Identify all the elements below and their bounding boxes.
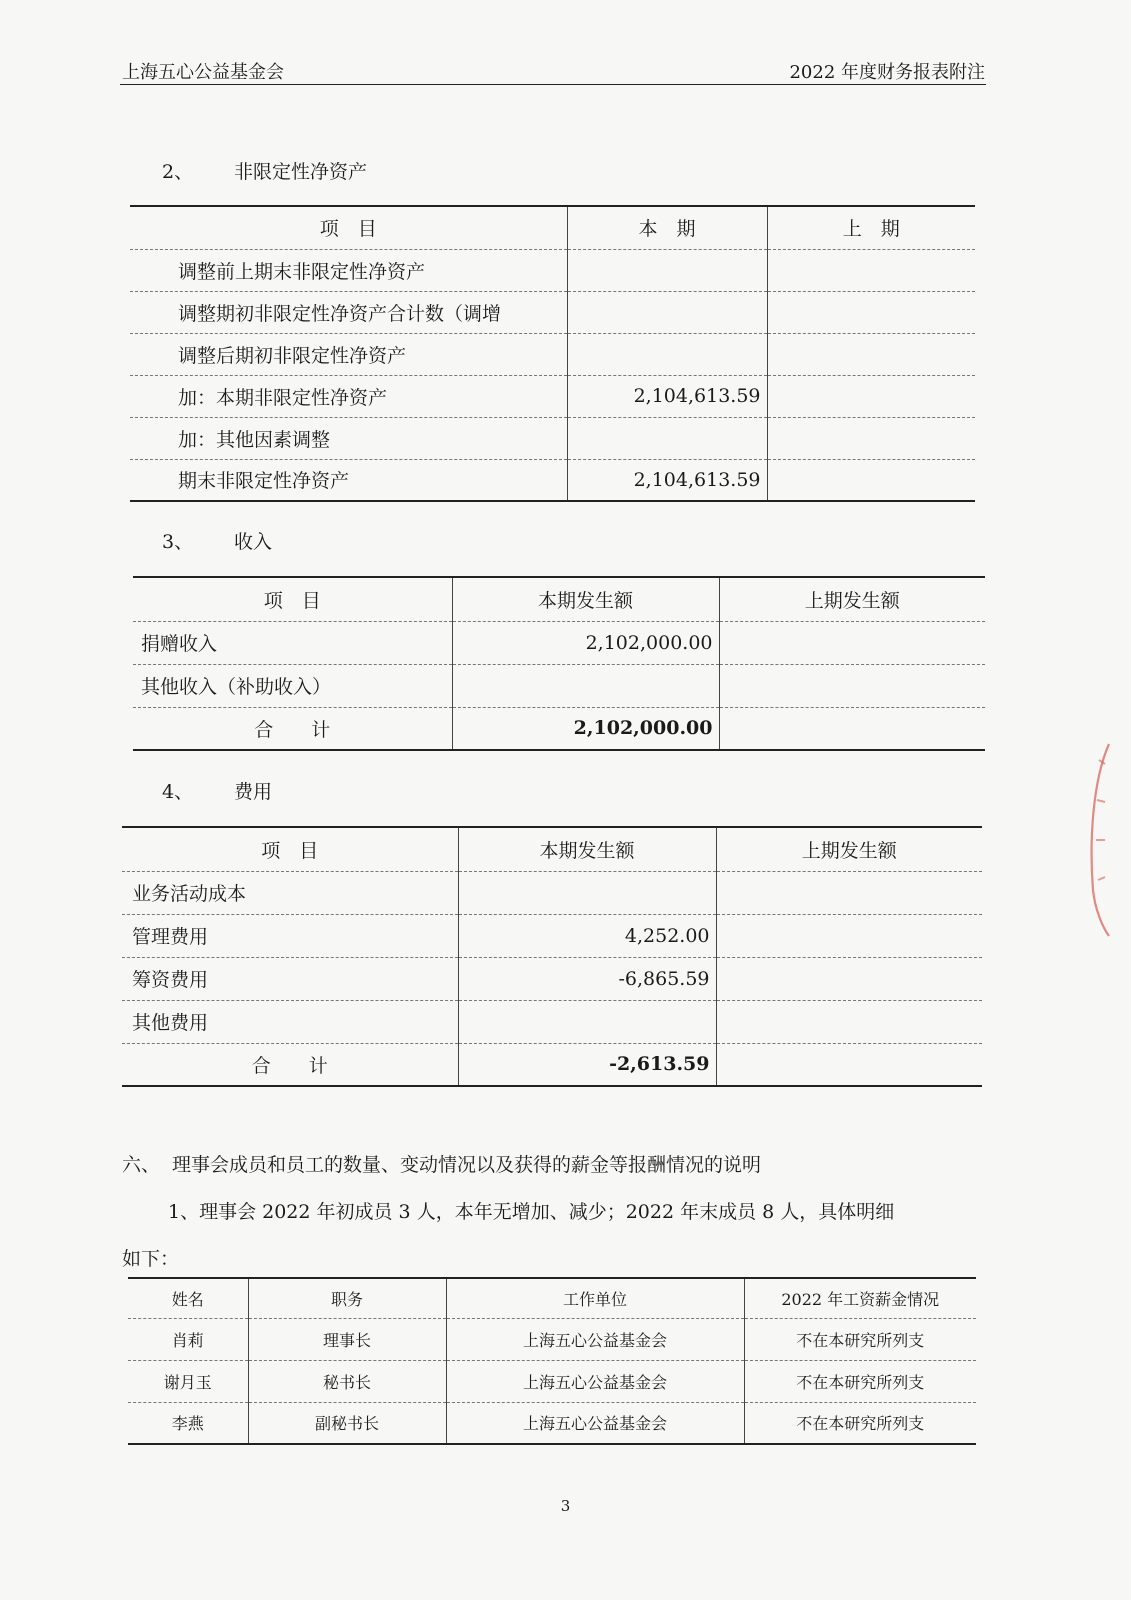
header-doc-title: 2022 年度财务报表附注 [789, 62, 985, 83]
current-period-value [567, 333, 767, 375]
member-name: 肖莉 [128, 1318, 248, 1360]
table-row [122, 957, 982, 1000]
table-row [130, 375, 975, 417]
total-row [133, 707, 985, 750]
header-rule [120, 84, 986, 85]
prior-period-value [716, 1000, 982, 1043]
column-header: 本 期 [567, 206, 767, 249]
table-header-row [128, 1278, 976, 1318]
seal-stamp-icon [1085, 740, 1111, 940]
column-header: 职务 [248, 1278, 446, 1318]
current-period-total: 2,102,000.00 [452, 707, 719, 750]
current-period-value: 4,252.00 [458, 914, 716, 957]
current-period-value [458, 871, 716, 914]
column-header: 项 目 [261, 839, 319, 862]
prior-period-total [719, 707, 985, 750]
column-header: 上期发生额 [716, 827, 982, 871]
total-row [122, 1043, 982, 1086]
column-header: 本期发生额 [452, 577, 719, 621]
table-row [133, 664, 985, 707]
section-3-heading [162, 527, 272, 554]
prior-period-value [716, 914, 982, 957]
row-label: 加：其他因素调整 [130, 417, 567, 459]
section-4-title: 费用 [234, 781, 273, 803]
section-4-heading [162, 777, 272, 804]
prior-period-value [719, 664, 985, 707]
member-position: 理事长 [248, 1318, 446, 1360]
total-label: 合 计 [133, 707, 452, 750]
prior-period-value [716, 957, 982, 1000]
table-row [128, 1360, 976, 1402]
member-position: 秘书长 [248, 1360, 446, 1402]
member-position: 副秘书长 [248, 1402, 446, 1444]
column-header: 本期发生额 [458, 827, 716, 871]
current-period-value: 2,104,613.59 [567, 459, 767, 501]
current-period-total: -2,613.59 [458, 1043, 716, 1086]
member-name: 谢月玉 [128, 1360, 248, 1402]
section-3-title: 收入 [234, 531, 273, 553]
current-period-value [567, 417, 767, 459]
member-employer: 上海五心公益基金会 [446, 1360, 744, 1402]
row-label: 业务活动成本 [122, 871, 458, 914]
page-number: 3 [560, 1497, 571, 1515]
row-label: 调整期初非限定性净资产合计数（调增 [130, 291, 567, 333]
table-header-row [133, 577, 985, 621]
prior-period-value [767, 417, 975, 459]
row-label: 调整后期初非限定性净资产 [130, 333, 567, 375]
table-row [130, 291, 975, 333]
member-salary-status: 不在本研究所列支 [744, 1360, 976, 1402]
prior-period-value [719, 621, 985, 664]
header-org-name: 上海五心公益基金会 [122, 62, 284, 83]
prior-period-value [716, 871, 982, 914]
prior-period-value [767, 333, 975, 375]
column-header: 姓名 [171, 1289, 204, 1309]
row-label: 期末非限定性净资产 [130, 459, 567, 501]
net-assets-table [130, 205, 975, 502]
table-header-row [122, 827, 982, 871]
section-6-number: 六、 [122, 1154, 161, 1176]
total-label: 合 计 [122, 1043, 458, 1086]
member-employer: 上海五心公益基金会 [446, 1402, 744, 1444]
table-row [130, 417, 975, 459]
row-label: 加：本期非限定性净资产 [130, 375, 567, 417]
table-header-row [130, 206, 975, 249]
expenses-table [122, 826, 982, 1087]
member-salary-status: 不在本研究所列支 [744, 1402, 976, 1444]
row-label: 其他收入（补助收入） [133, 664, 452, 707]
current-period-value: 2,102,000.00 [452, 621, 719, 664]
prior-period-total [716, 1043, 982, 1086]
prior-period-value [767, 375, 975, 417]
table-row [130, 333, 975, 375]
row-label: 捐赠收入 [133, 621, 452, 664]
prior-period-value [767, 249, 975, 291]
member-employer: 上海五心公益基金会 [446, 1318, 744, 1360]
table-row [130, 249, 975, 291]
current-period-value: 2,104,613.59 [567, 375, 767, 417]
seal-stamp-fragment [1085, 740, 1111, 940]
board-members-table [128, 1277, 976, 1445]
table-row [122, 1000, 982, 1043]
column-header: 2022 年工资薪金情况 [744, 1278, 976, 1318]
current-period-value [458, 1000, 716, 1043]
member-name: 李燕 [128, 1402, 248, 1444]
row-label: 管理费用 [122, 914, 458, 957]
table-row [128, 1318, 976, 1360]
column-header: 项 目 [263, 589, 321, 612]
section-2-number: 2、 [162, 161, 194, 183]
row-label: 其他费用 [122, 1000, 458, 1043]
current-period-value [567, 291, 767, 333]
section-3-number: 3、 [162, 531, 194, 553]
column-header: 项 目 [319, 218, 377, 241]
current-period-value: -6,865.59 [458, 957, 716, 1000]
section-6-heading [122, 1150, 761, 1177]
section-2-heading [162, 157, 367, 184]
member-salary-status: 不在本研究所列支 [744, 1318, 976, 1360]
column-header: 上期发生额 [719, 577, 985, 621]
table-row [122, 914, 982, 957]
table-row [130, 459, 975, 501]
current-period-value [567, 249, 767, 291]
row-label: 调整前上期末非限定性净资产 [130, 249, 567, 291]
table-row [122, 871, 982, 914]
prior-period-value [767, 291, 975, 333]
section-4-number: 4、 [162, 781, 194, 803]
column-header: 工作单位 [446, 1278, 744, 1318]
table-row [133, 621, 985, 664]
section-6-title: 理事会成员和员工的数量、变动情况以及获得的薪金等报酬情况的说明 [172, 1154, 762, 1176]
table-row [128, 1402, 976, 1444]
prior-period-value [767, 459, 975, 501]
current-period-value [452, 664, 719, 707]
section-2-title: 非限定性净资产 [234, 161, 368, 183]
income-table [133, 576, 985, 751]
column-header: 上 期 [767, 206, 975, 249]
board-members-paragraph: 1、理事会 2022 年初成员 3 人，本年无增加、减少；2022 年末成员 8 人，具体明细 [168, 1201, 895, 1223]
row-label: 筹资费用 [122, 957, 458, 1000]
board-members-paragraph-continued: 如下： [122, 1248, 180, 1270]
